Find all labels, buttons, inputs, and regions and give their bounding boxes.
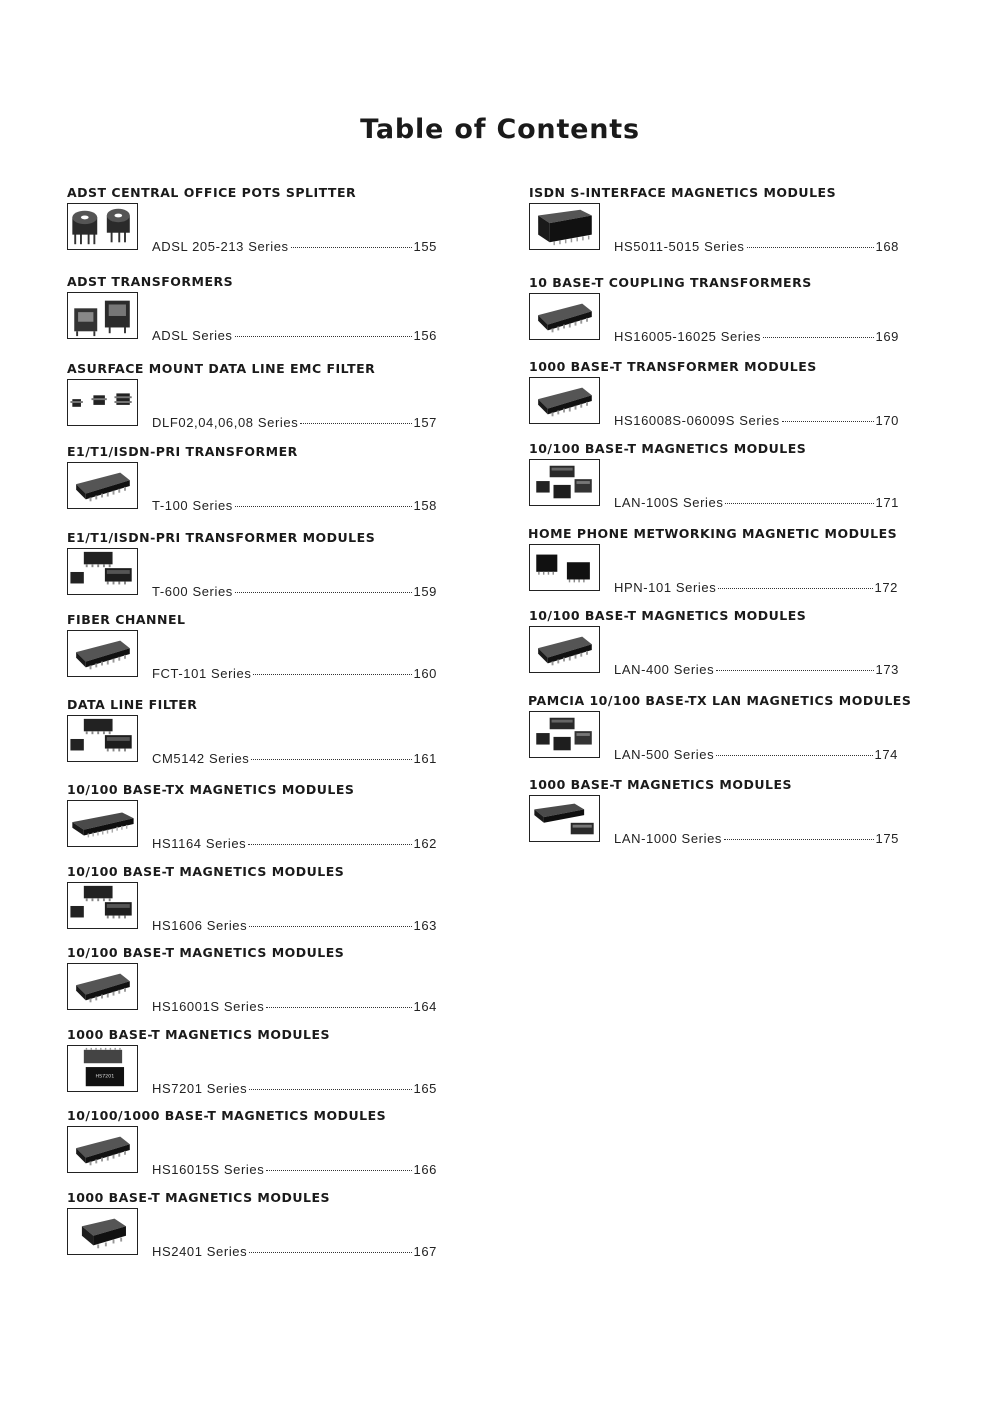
section-heading: 10/100 BASE-TX MAGNETICS MODULES bbox=[67, 782, 355, 797]
section-heading: 10/100/1000 BASE-T MAGNETICS MODULES bbox=[67, 1108, 387, 1123]
page-title: Table of Contents bbox=[360, 114, 640, 145]
ic-module-icon bbox=[67, 1126, 138, 1173]
series-name: T-600 Series bbox=[152, 584, 233, 599]
dot-leader bbox=[249, 1252, 411, 1253]
section-heading: HOME PHONE METWORKING MAGNETIC MODULES bbox=[528, 526, 898, 541]
toc-entry[interactable] bbox=[67, 361, 437, 443]
toc-entry[interactable] bbox=[528, 693, 912, 775]
toc-entry[interactable] bbox=[67, 864, 437, 946]
series-name: HS1164 Series bbox=[152, 836, 247, 851]
multi-module-icon bbox=[67, 548, 138, 595]
page-number: 173 bbox=[875, 662, 899, 677]
dot-leader bbox=[235, 506, 412, 507]
dot-leader bbox=[747, 247, 874, 248]
multi-module-icon bbox=[67, 715, 138, 762]
dot-leader bbox=[724, 839, 874, 840]
long-module-icon bbox=[67, 800, 138, 847]
section-heading: 1000 BASE-T MAGNETICS MODULES bbox=[67, 1190, 331, 1205]
dot-leader bbox=[718, 588, 872, 589]
section-heading: 1000 BASE-T MAGNETICS MODULES bbox=[529, 777, 793, 792]
dot-leader bbox=[248, 844, 411, 845]
long-module-icon bbox=[529, 795, 600, 842]
series-name: HS7201 Series bbox=[152, 1081, 248, 1096]
dot-leader bbox=[782, 421, 874, 422]
smd-filter-icon bbox=[67, 379, 138, 426]
page-number: 171 bbox=[875, 495, 899, 510]
ic-module-icon bbox=[529, 626, 600, 673]
three-chips-icon bbox=[529, 459, 600, 506]
section-heading: 1000 BASE-T TRANSFORMER MODULES bbox=[529, 359, 817, 374]
toc-entry[interactable] bbox=[67, 185, 437, 267]
series-name: LAN-500 Series bbox=[614, 747, 715, 762]
section-heading: FIBER CHANNEL bbox=[67, 612, 186, 627]
section-heading: PAMCIA 10/100 BASE-TX LAN MAGNETICS MODULES bbox=[528, 693, 912, 708]
toc-entry[interactable] bbox=[529, 185, 899, 267]
dot-leader bbox=[251, 759, 411, 760]
toc-entry[interactable] bbox=[67, 1027, 437, 1109]
series-name: HS16008S-06009S Series bbox=[614, 413, 780, 428]
toc-entry[interactable] bbox=[67, 782, 437, 864]
section-heading: 10/100 BASE-T MAGNETICS MODULES bbox=[67, 864, 345, 879]
three-chips-icon bbox=[529, 711, 600, 758]
dot-leader bbox=[266, 1170, 411, 1171]
dot-leader bbox=[266, 1007, 411, 1008]
chip-label: HS7201 bbox=[95, 1074, 115, 1080]
series-name: FCT-101 Series bbox=[152, 666, 252, 681]
ic-module-icon bbox=[529, 377, 600, 424]
series-name: LAN-1000 Series bbox=[614, 831, 722, 846]
page-number: 157 bbox=[413, 415, 437, 430]
series-name: HPN-101 Series bbox=[614, 580, 717, 595]
page-number: 158 bbox=[413, 498, 437, 513]
dot-leader bbox=[235, 336, 412, 337]
section-heading: E1/T1/ISDN-PRI TRANSFORMER bbox=[67, 444, 298, 459]
dot-leader bbox=[725, 503, 873, 504]
toc-entry[interactable] bbox=[529, 608, 899, 690]
dot-leader bbox=[249, 926, 411, 927]
toc-entry[interactable] bbox=[67, 1190, 437, 1272]
ic-module-icon bbox=[67, 963, 138, 1010]
page-number: 165 bbox=[413, 1081, 437, 1096]
series-name: LAN-100S Series bbox=[614, 495, 724, 510]
section-heading: 10 BASE-T COUPLING TRANSFORMERS bbox=[529, 275, 812, 290]
page-number: 161 bbox=[413, 751, 437, 766]
page-number: 170 bbox=[875, 413, 899, 428]
dot-leader bbox=[291, 247, 412, 248]
section-heading: 1000 BASE-T MAGNETICS MODULES bbox=[67, 1027, 331, 1042]
page-number: 175 bbox=[875, 831, 899, 846]
transformer-pair-icon bbox=[67, 292, 138, 339]
section-heading: 10/100 BASE-T MAGNETICS MODULES bbox=[529, 441, 807, 456]
toc-entry[interactable] bbox=[67, 945, 437, 1027]
dot-leader bbox=[763, 337, 873, 338]
series-name: T-100 Series bbox=[152, 498, 233, 513]
ic-module-icon bbox=[529, 293, 600, 340]
multi-module-icon bbox=[67, 882, 138, 929]
dot-leader bbox=[716, 670, 873, 671]
series-name: HS5011-5015 Series bbox=[614, 239, 745, 254]
series-name: HS16001S Series bbox=[152, 999, 265, 1014]
series-name: HS16005-16025 Series bbox=[614, 329, 762, 344]
toc-entry[interactable] bbox=[67, 444, 437, 526]
labeled-module-icon bbox=[67, 1045, 138, 1092]
section-heading: DATA LINE FILTER bbox=[67, 697, 198, 712]
page-number: 155 bbox=[413, 239, 437, 254]
section-heading: 10/100 BASE-T MAGNETICS MODULES bbox=[67, 945, 345, 960]
series-name: HS2401 Series bbox=[152, 1244, 248, 1259]
page-number: 159 bbox=[413, 584, 437, 599]
series-name: CM5142 Series bbox=[152, 751, 250, 766]
series-name: HS1606 Series bbox=[152, 918, 248, 933]
dot-leader bbox=[716, 755, 872, 756]
toroid-inductor-icon bbox=[67, 203, 138, 250]
ic-module-icon bbox=[67, 630, 138, 677]
series-name: ADSL 205-213 Series bbox=[152, 239, 289, 254]
section-heading: ADST TRANSFORMERS bbox=[67, 274, 234, 289]
toc-entry[interactable] bbox=[529, 275, 899, 357]
toc-entry[interactable] bbox=[67, 530, 437, 612]
section-heading: ADST CENTRAL OFFICE POTS SPLITTER bbox=[67, 185, 357, 200]
toc-entry[interactable] bbox=[67, 1108, 437, 1190]
section-heading: ISDN S-INTERFACE MAGNETICS MODULES bbox=[529, 185, 837, 200]
section-heading: ASURFACE MOUNT DATA LINE EMC FILTER bbox=[67, 361, 376, 376]
page-number: 167 bbox=[413, 1244, 437, 1259]
toc-entry[interactable] bbox=[529, 777, 899, 859]
dot-leader bbox=[253, 674, 411, 675]
series-name: HS16015S Series bbox=[152, 1162, 265, 1177]
toc-entry[interactable] bbox=[529, 441, 899, 523]
page-number: 163 bbox=[413, 918, 437, 933]
two-chips-icon bbox=[529, 544, 600, 591]
series-name: DLF02,04,06,08 Series bbox=[152, 415, 299, 430]
block-module-icon bbox=[67, 1208, 138, 1255]
toc-entry[interactable] bbox=[528, 526, 898, 608]
page-number: 168 bbox=[875, 239, 899, 254]
page-number: 160 bbox=[413, 666, 437, 681]
toc-entry[interactable] bbox=[67, 697, 437, 779]
page-number: 162 bbox=[413, 836, 437, 851]
section-heading: E1/T1/ISDN-PRI TRANSFORMER MODULES bbox=[67, 530, 376, 545]
toc-entry[interactable] bbox=[529, 359, 899, 441]
dot-leader bbox=[235, 592, 412, 593]
page-number: 169 bbox=[875, 329, 899, 344]
page-number: 174 bbox=[874, 747, 898, 762]
page-number: 166 bbox=[413, 1162, 437, 1177]
series-name: ADSL Series bbox=[152, 328, 233, 343]
ic-module-icon bbox=[67, 462, 138, 509]
page-number: 156 bbox=[413, 328, 437, 343]
dot-leader bbox=[300, 423, 411, 424]
page-number: 172 bbox=[874, 580, 898, 595]
section-heading: 10/100 BASE-T MAGNETICS MODULES bbox=[529, 608, 807, 623]
page-number: 164 bbox=[413, 999, 437, 1014]
series-name: LAN-400 Series bbox=[614, 662, 715, 677]
tall-module-icon bbox=[529, 203, 600, 250]
dot-leader bbox=[249, 1089, 411, 1090]
toc-entry[interactable] bbox=[67, 612, 437, 694]
toc-entry[interactable] bbox=[67, 274, 437, 356]
